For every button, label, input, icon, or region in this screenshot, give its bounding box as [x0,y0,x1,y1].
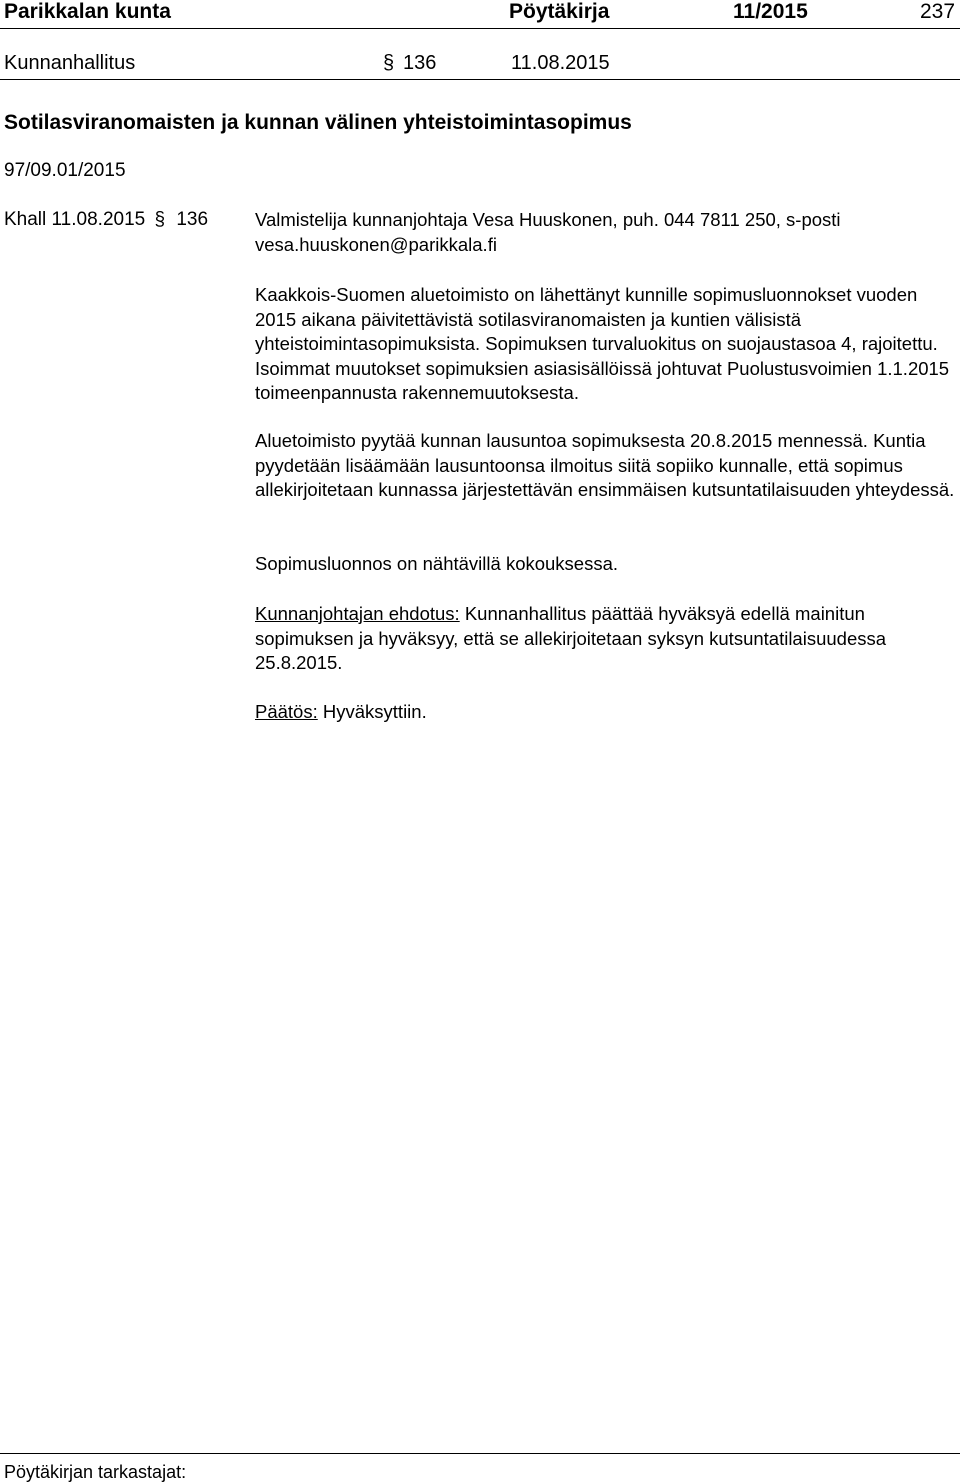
paragraph-text: Aluetoimisto pyytää kunnan lausuntoa sopimuksesta 20.8.2015 mennessä. Kuntia pyydetään lisäämään lausuntoonsa ilmoitus siitä sopiiko kunnalle, että sopimus allekirjoitetaan kunnassa järjestettävän ensimmäisen kutsuntatilaisuuden yhteydessä. [255,430,955,500]
paragraph-text: Kaakkois-Suomen aluetoimisto on lähettänyt kunnille sopimusluonnokset vuoden 2015 aikana päivitettävistä sotilasviranomaisten ja kuntien välisistä yhteistoimintasopimuksista. Sopimuksen turvaluokitus on suojaustasoa 4, rajoitettu. Isoimmat muutokset sopimuksien asiasisällöissä johtuvat Puolustusvoimien 1.1.2015 toimeenpannusta rakennemuutoksesta. [255,284,950,403]
page-number: 237 [920,0,956,23]
paragraph-2 [255,429,955,503]
proposal-section [255,602,955,676]
document-number: 11/2015 [733,0,808,23]
meeting-date: 11.08.2015 [511,52,610,74]
decision-text: Hyväksyttiin. [322,701,427,722]
reference-label [4,208,208,232]
paragraph-3 [255,552,955,577]
decision-section [255,700,955,725]
diary-number: 97/09.01/2015 [4,160,126,181]
paragraph-1 [255,283,955,406]
document-type: Pöytäkirja [509,0,610,23]
decision-label: Päätös: [255,701,318,722]
meeting-divider [0,79,960,80]
page-title: Sotilasviranomaisten ja kunnan välinen yhteistoimintasopimus [4,111,632,134]
municipality-name: Parikkalan kunta [4,0,171,23]
footer-label: Pöytäkirjan tarkastajat: [4,1462,187,1482]
section-number: 136 [403,52,437,74]
reference-section: 136 [176,209,209,230]
preparer-info [255,208,955,257]
reference-prefix: Khall 11.08.2015 [4,209,146,230]
header-divider [0,28,960,29]
footer-divider [0,1453,960,1454]
section-sign-icon: § [154,209,166,230]
proposal-label: Kunnanjohtajan ehdotus: [255,603,460,624]
meeting-body: Kunnanhallitus [4,52,136,74]
section-sign-icon: § [383,52,395,74]
preparer-text: Valmistelija kunnanjohtaja Vesa Huuskonen, puh. 044 7811 250, s-posti vesa.huuskonen@parikkala.fi [255,209,841,255]
proposal-text: Kunnanhallitus päättää hyväksyä edellä mainitun sopimuksen ja hyväksyy, että se allekirjoitetaan syksyn kutsuntatilaisuudessa 25.8.2015. [255,603,887,673]
paragraph-text: Sopimusluonnos on nähtävillä kokouksessa. [255,553,619,574]
